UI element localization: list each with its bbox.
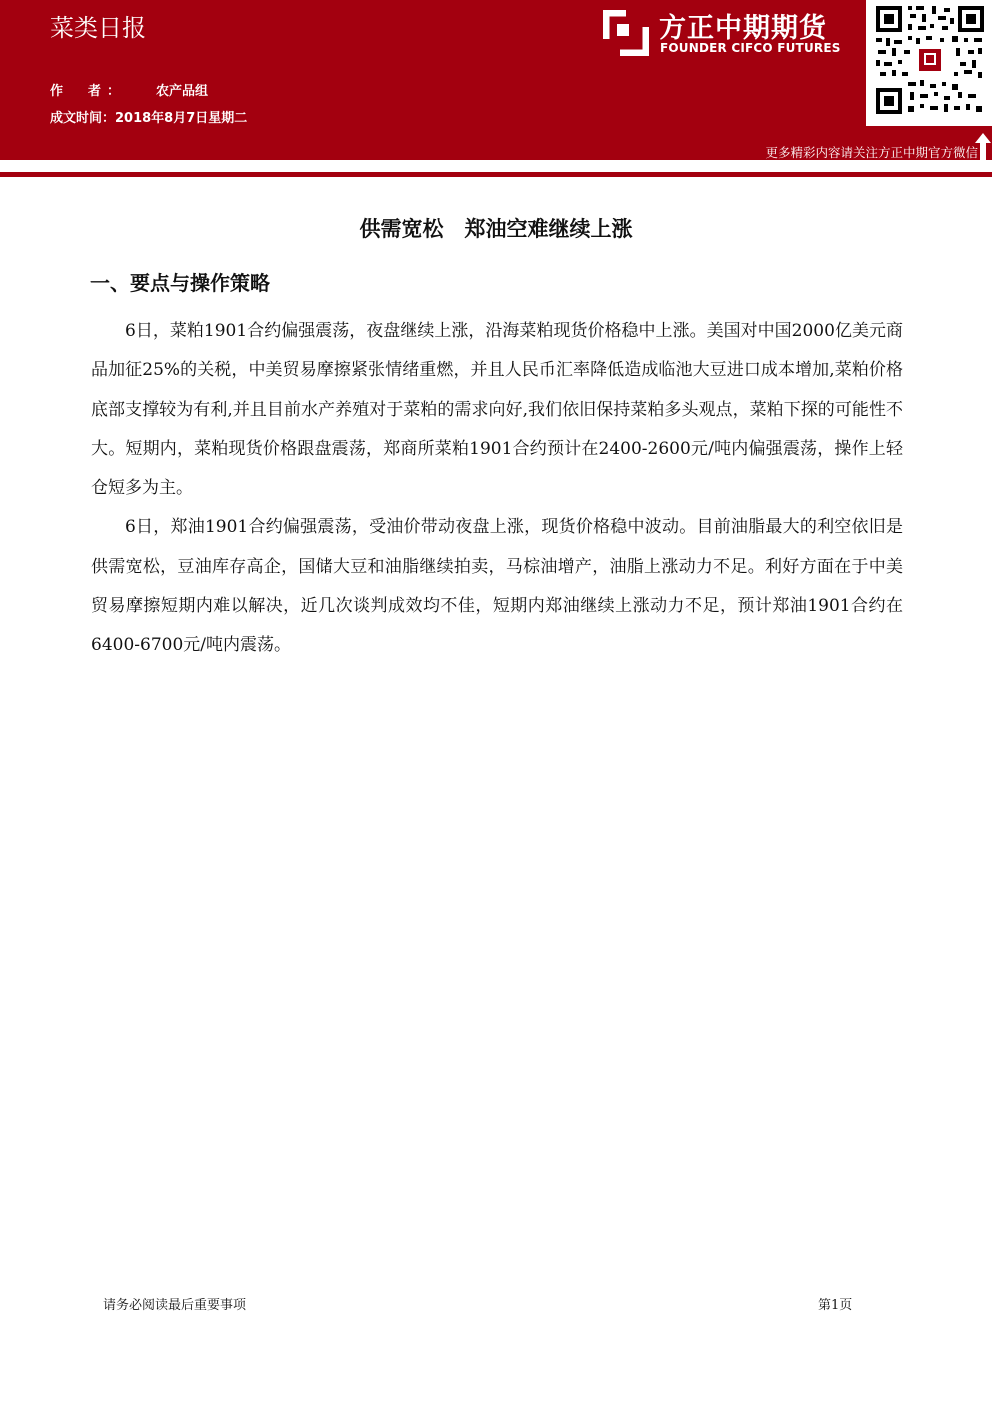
publish-date: 成文时间：2018年8月7日星期二 — [50, 111, 248, 126]
paragraph-rapeseed-meal: 6日，菜粕1901合约偏强震荡，夜盘继续上涨，沿海菜粕现货价格稳中上涨。美国对中国2000亿美元商品加征25%的关税，中美贸易摩擦紧张情绪重燃，并且人民币汇率降低造成临池大豆进口成本增加,菜粕价格底部支撑较为有利,并且目前水产养殖对于菜粕的需求向好,我们依旧保持菜粕多头观点，菜粕下探的可能性不大。短期内，菜粕现货价格跟盘震荡，郑商所菜粕1901合约预计在2400-2600元/吨内偏强震荡，操作上轻仓短多为主。 — [91, 321, 903, 499]
founder-logo-icon — [603, 10, 649, 56]
author-label: 作 者： — [50, 84, 127, 99]
logo-name-cn: 方正中期期货 — [659, 13, 827, 44]
footer-notice: 请务必阅读最后重要事项 — [103, 1298, 247, 1313]
author-value: 农产品组 — [156, 84, 209, 99]
section-heading: 一、要点与操作策略 — [90, 271, 270, 295]
paragraph-rapeseed-oil: 6日，郑油1901合约偏强震荡，受油价带动夜盘上涨，现货价格稳中波动。目前油脂最大的利空依旧是供需宽松，豆油库存高企，国储大豆和油脂继续拍卖，马棕油增产，油脂上涨动力不足。利好方面在于中美贸易摩擦短期内难以解决，近几次谈判成效均不佳，短期内郑油继续上涨动力不足，预计郑油1901合约在6400-6700元/吨内震荡。 — [91, 517, 903, 656]
logo-name-en: FOUNDER CIFCO FUTURES — [660, 41, 841, 55]
report-header — [0, 0, 992, 160]
up-arrow-icon — [974, 132, 992, 160]
header-divider — [0, 172, 992, 177]
page-number: 第1页 — [818, 1298, 853, 1313]
qr-code-panel — [866, 0, 992, 126]
author-line — [50, 80, 208, 99]
document-title: 供需宽松 郑油空难继续上涨 — [359, 217, 633, 241]
qr-code-icon — [874, 4, 986, 116]
wechat-follow-text: 更多精彩内容请关注方正中期官方微信 — [765, 145, 978, 160]
company-logo — [603, 8, 863, 58]
document-body — [91, 312, 903, 666]
report-type-title: 菜类日报 — [50, 14, 146, 42]
